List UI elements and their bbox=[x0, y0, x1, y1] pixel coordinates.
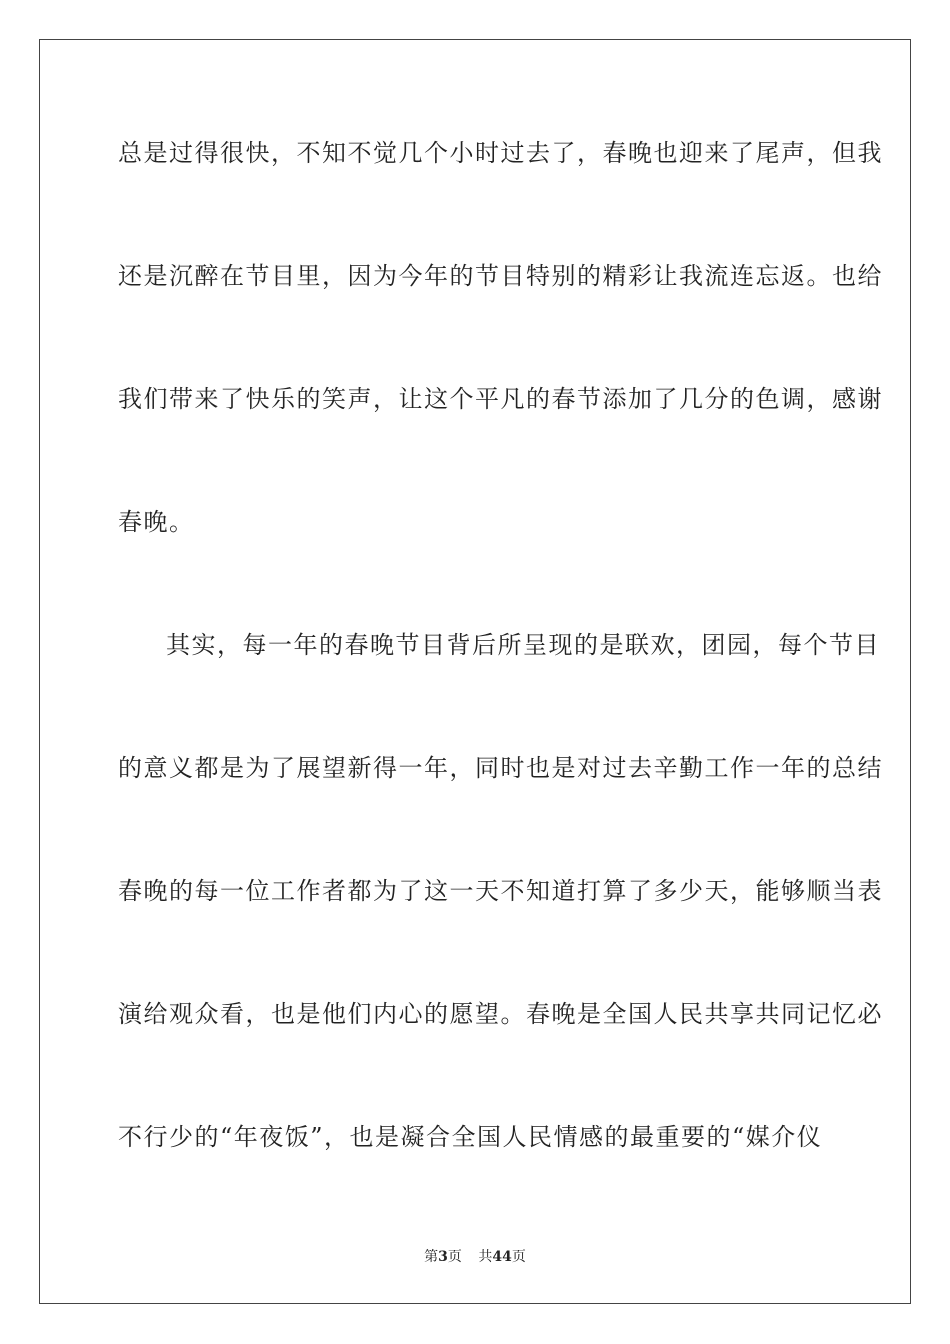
text-line-7: 春晚的每一位工作者都为了这一天不知道打算了多少天，能够顺当表 bbox=[118, 877, 883, 905]
page-number: 3 bbox=[438, 1249, 448, 1265]
total-pages: 44 bbox=[492, 1249, 512, 1265]
text-line-3: 我们带来了快乐的笑声，让这个平凡的春节添加了几分的色调，感谢 bbox=[118, 385, 883, 413]
text-line-8: 演给观众看，也是他们内心的愿望。春晚是全国人民共享共同记忆必 bbox=[118, 1000, 883, 1028]
page-indicator bbox=[424, 1249, 462, 1265]
page-footer bbox=[0, 1246, 950, 1266]
text-line-6: 的意义都是为了展望新得一年，同时也是对过去辛勤工作一年的总结 bbox=[118, 754, 883, 782]
text-line-9: 不行少的“年夜饭”，也是凝合全国人民情感的最重要的“媒介仪 bbox=[118, 1123, 823, 1151]
text-line-4: 春晚。 bbox=[118, 508, 195, 536]
total-prefix: 共 bbox=[478, 1249, 493, 1265]
text-line-2: 还是沉醉在节目里，因为今年的节目特别的精彩让我流连忘返。也给 bbox=[118, 262, 883, 290]
document-body bbox=[118, 126, 883, 1233]
page-suffix: 页 bbox=[447, 1249, 462, 1265]
total-suffix: 页 bbox=[511, 1249, 526, 1265]
text-line-1: 总是过得很快，不知不觉几个小时过去了，春晚也迎来了尾声，但我 bbox=[118, 139, 883, 167]
page-prefix: 第 bbox=[424, 1249, 439, 1265]
total-indicator bbox=[478, 1249, 525, 1265]
text-line-5-paragraph-start: 其实，每一年的春晚节目背后所呈现的是联欢，团园，每个节目 bbox=[166, 631, 880, 659]
